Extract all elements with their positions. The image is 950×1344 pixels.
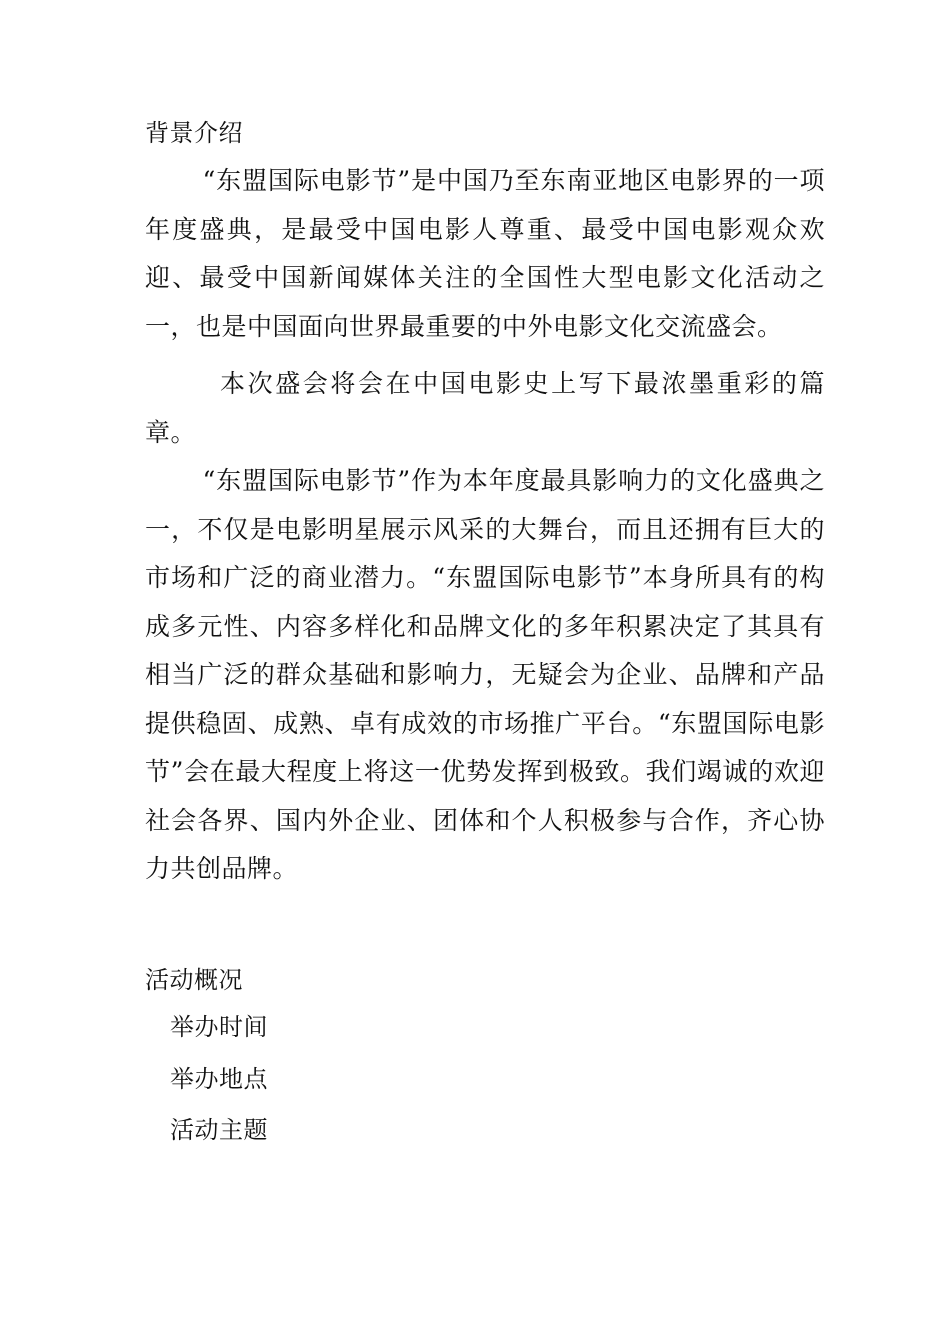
section-heading-background: 背景介绍	[145, 119, 243, 147]
overview-item-theme: 活动主题	[170, 1116, 268, 1144]
paragraph-influence: “东盟国际电影节”作为本年度最具影响力的文化盛典之一，不仅是电影明星展示风采的大舞台，而且还拥有巨大的市场和广泛的商业潜力。“东盟国际电影节”本身所具有的构成多元性、内容多样化和品牌文化的多年积累决定了其具有相当广泛的群众基础和影响力，无疑会为企业、品牌和产品提供稳固、成熟、卓有成效的市场推广平台。“东盟国际电影节”会在最大程度上将这一优势发挥到极致。我们竭诚的欢迎社会各界、国内外企业、团体和个人积极参与合作，齐心协力共创品牌。	[145, 466, 825, 883]
overview-item-location: 举办地点	[170, 1065, 268, 1093]
paragraph-chapter: 本次盛会将会在中国电影史上写下最浓墨重彩的篇章。	[145, 369, 825, 447]
paragraph-intro: “东盟国际电影节”是中国乃至东南亚地区电影界的一项年度盛典，是最受中国电影人尊重、最受中国电影观众欢迎、最受中国新闻媒体关注的全国性大型电影文化活动之一，也是中国面向世界最重要的中外电影文化交流盛会。	[145, 166, 825, 341]
section-heading-overview: 活动概况	[145, 966, 243, 994]
overview-item-time: 举办时间	[170, 1013, 268, 1041]
